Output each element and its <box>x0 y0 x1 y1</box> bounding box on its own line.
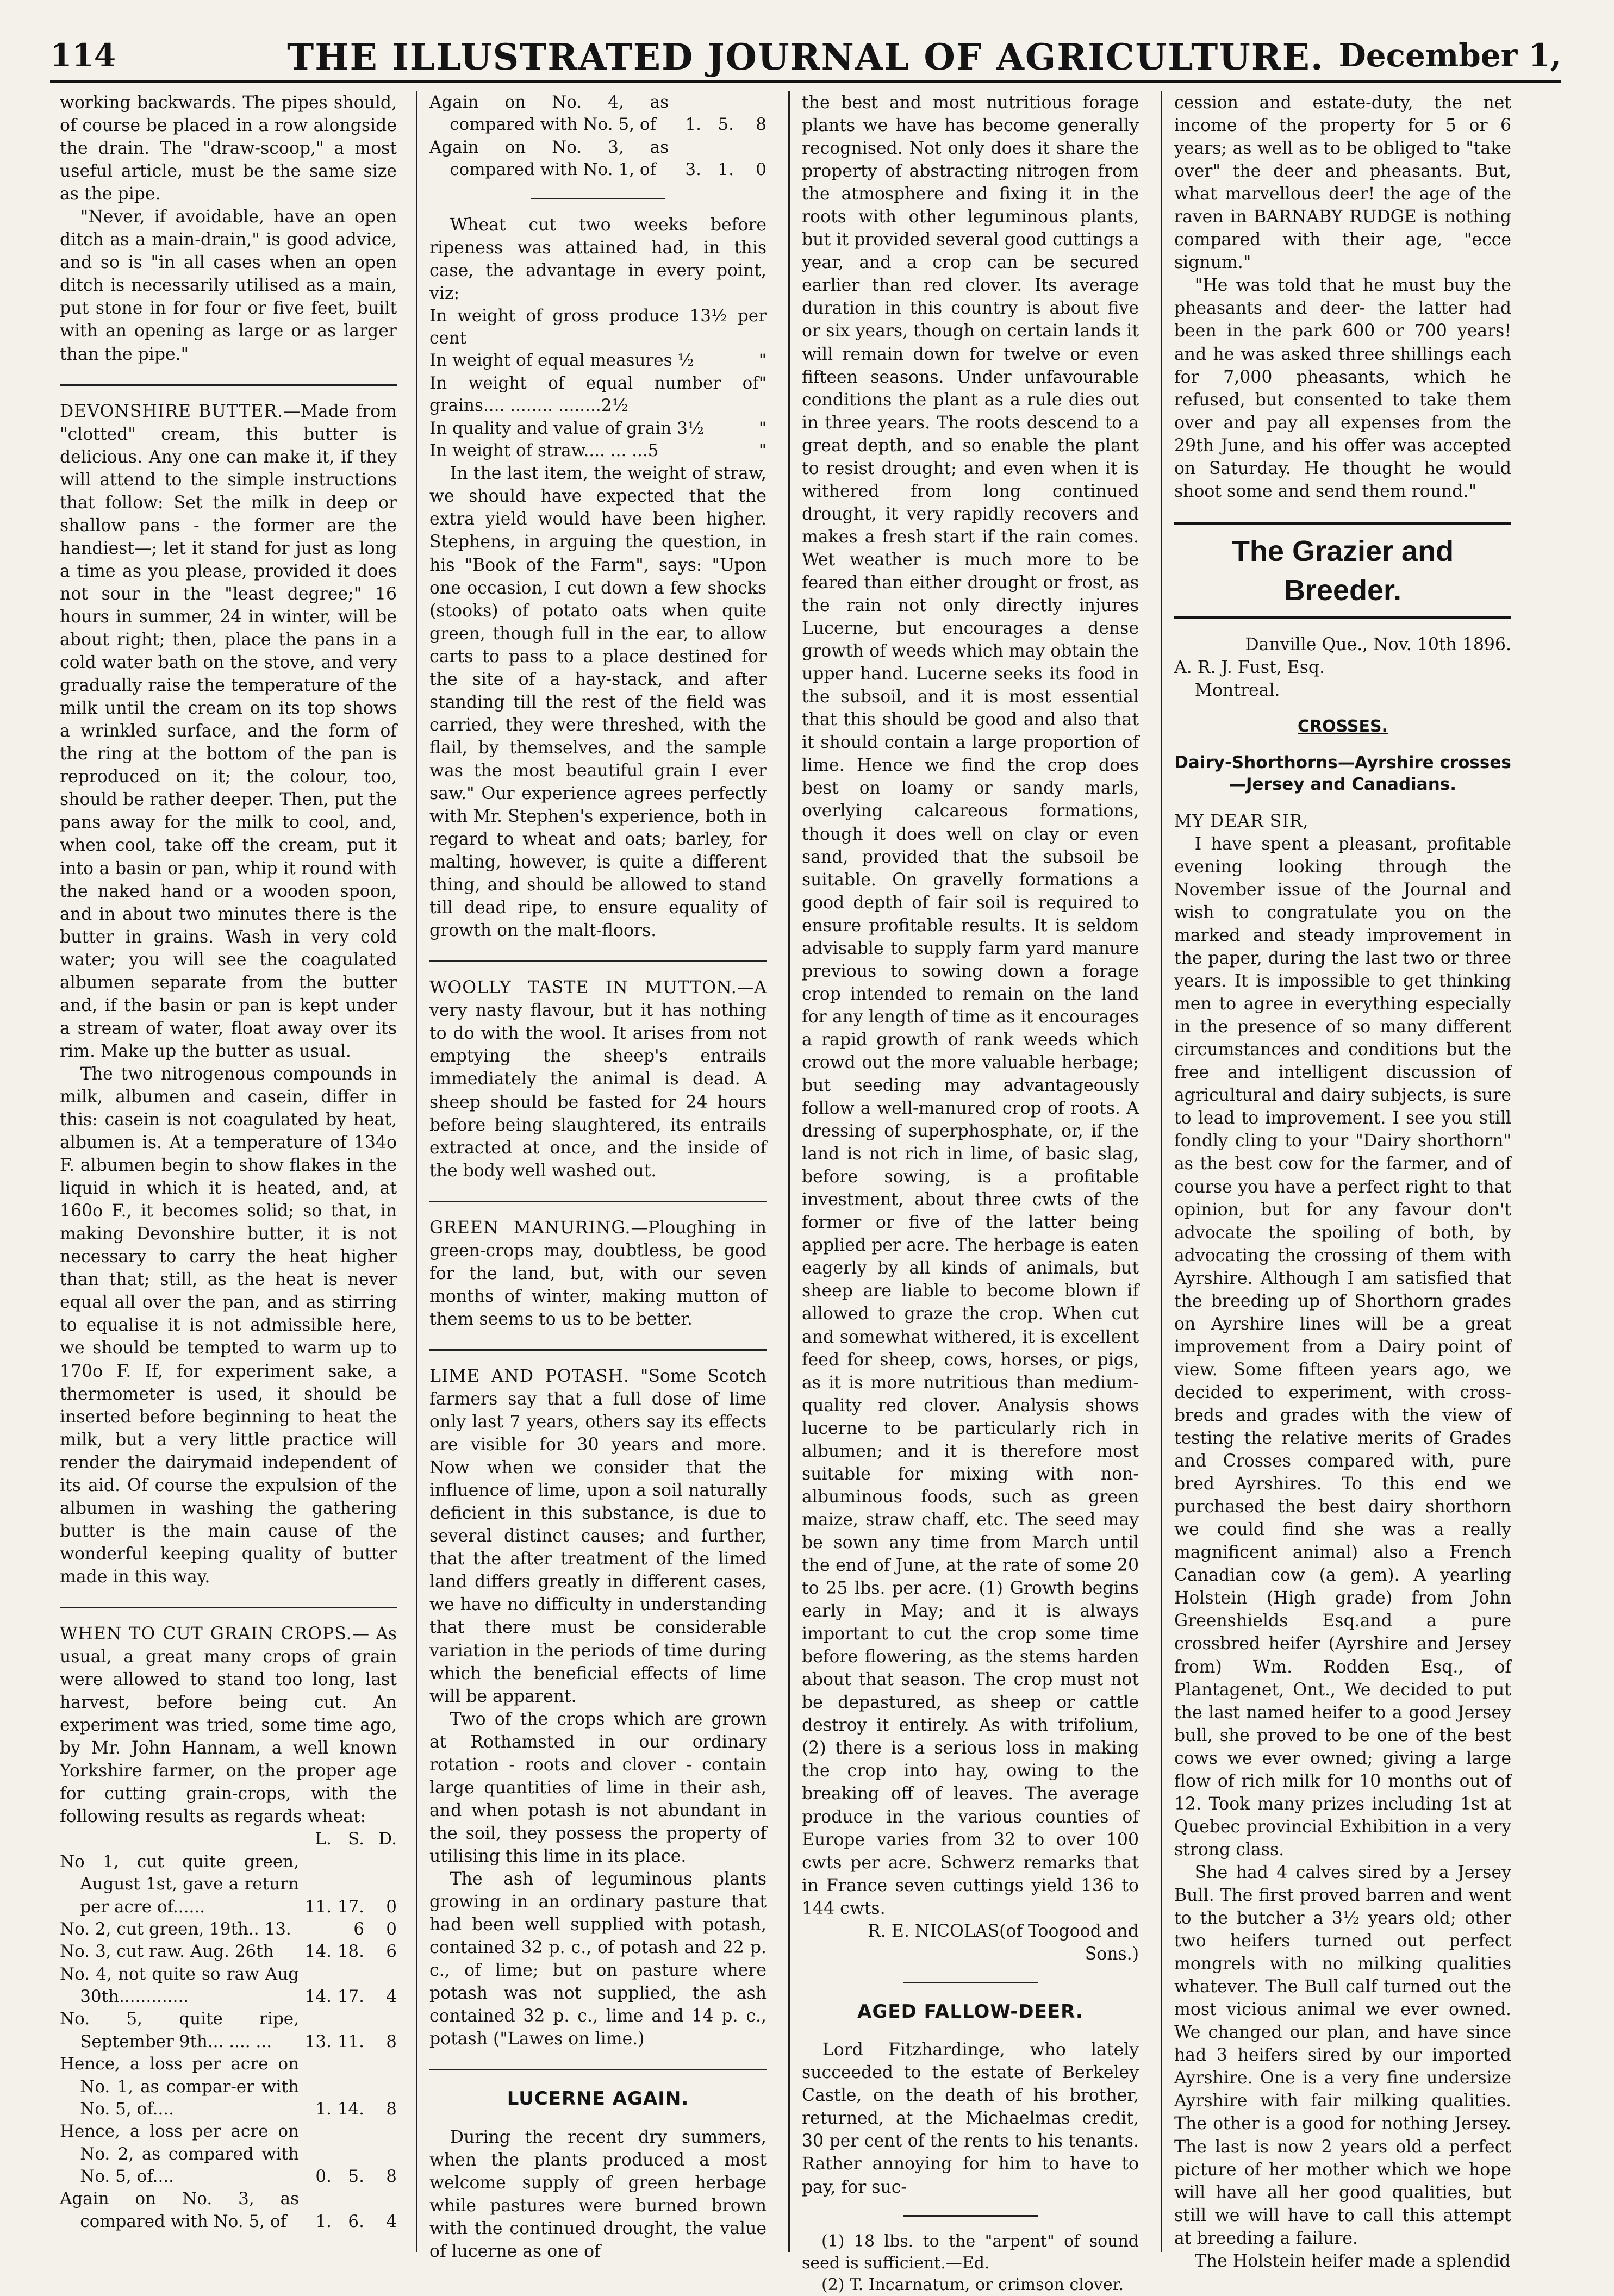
shillings-cell: 18. <box>337 1942 364 1962</box>
advantage-text: In weight of equal number of grains.... ........ ........2½ <box>429 373 759 416</box>
paragraph: I have spent a pleasant, profitable evening looking through the November issue of the Journal and wish to congratulate you on the marked and steady improvement in the paper, during the last two or three years. It is impossible to get thinking men to agree in everything especially in the presence of so many different circumstances and conditions but the free and intelligent discussion of agricultural and dairy subjects, is sure to lead to improvement. I see you still fondly cling to your "Dairy shorthorn" as the best cow for the farmer, and of course you have a perfect right to that opinion, but for any favour don't advocate the spoiling of both, by advocating the crossing of them with Ayrshire. Although I am satisfied that the breeding up of Shorthorn grades on Ayrshire lines will be a great improvement from a Dairy point of view. Some fifteen years ago, we decided to experiment, with cross-breds and grades with the view of testing the relative merits of Grades and Crosses compared with, pure bred Ayrshires. To this end we purchased the best dairy shorthorn we could find she was a really magnificent animal) also a French Canadian cow (a gem). A yearling Holstein (High grade) from John Greenshields Esq.and a pure crossbred heifer (Ayrshire and Jersey from) Wm. Rodden Esq., of Plantagenet, Ont., We decided to put the last named heifer to a good Jersey bull, she proved to be one of the best cows we ever owned; giving a large flow of rich milk for 10 months out of 12. Took many prizes including 1st at Quebec provincial Exhibition in a very strong class. <box>1174 834 1511 1860</box>
ditto-mark: " <box>758 373 767 393</box>
table-row <box>429 91 767 136</box>
row-label: Again on No. 3, as compared with No. 1, of <box>429 137 669 180</box>
divider <box>429 2069 767 2070</box>
article-grain-crops <box>60 1623 397 1828</box>
article-heading: WOOLLY TASTE IN MUTTON. <box>429 978 737 998</box>
paragraph: In the last item, the weight of straw, we should have expected that the extra yield would have been higher. Stephens, in arguing the question, in his "Book of the Farm", says: "Upon one occasion, I cut down a few shocks (stooks) of potato oats when quite green, though full in the ear, to allow carts to pass to a place destined for the site of a hay-stack, and after standing till the rest of the field was carried, they were threshed, with the flail, by themselves, and the sample was the most beautiful grain I ever saw." Our experience agrees perfectly with Mr. Stephen's experience, both in regard to wheat and oats; barley, for malting, however, is quite a different thing, and should be allowed to stand till dead ripe, to ensure equality of growth on the malt-floors. <box>429 464 767 941</box>
paragraph: —Made from "clotted" cream, this butter is delicious. Any one can make it, if they will attend to the simple instructions that follow: Set the milk in deep or shallow pans - the former are the handiest—; let it stand for just as long a time as you please, provided it does not sour in the "least degree;" 16 hours in summer, 24 in winter, will be about right; then, place the pans in a cold water bath on the stove, and very gradually raise the temperature of the milk until the cream on its top shows a wrinkled surface, and the form of the ring at the bottom of the pan is reproduced on it; the colour, too, should be rather deeper. Then, put the pans away for the milk to cool, and, when cool, take off the cream, put it into a basin or pan, whip it round with the naked hand or a wooden spoon, and in about two minutes there is the butter in grains. Wash in very cold water; you will see the coagulated albumen separate from the butter and, if the basin or pan is kept under a stream of water, float away over its rim. Make up the butter as usual. <box>60 401 397 1061</box>
article-heading: GREEN MANURING. <box>429 1218 631 1238</box>
paragraph: "He was told that he must buy the pheasants and deer- the latter had been in the park 600 or 700 years! and he was asked three shillings each for 7,000 pheasants, which he refused, but consented to take them over and pay all expenses from the 29th June, and his offer was accepted on Saturday. He thought he would shoot some and send them round." <box>1174 276 1511 501</box>
wheat-results-table-continued <box>429 91 767 182</box>
article-heading: LIME AND POTASH. <box>429 1366 630 1386</box>
shillings-cell: 17. <box>337 1987 364 2007</box>
paragraph: She had 4 calves sired by a Jersey Bull. The first proved barren and went to the butcher a 3½ years old; other two heifers turned out perfect mongrels with no milking qualities whatever. The Bull calf turned out the most vicious animal we ever owned. We changed our plan, and have since had 3 heifers sired by our imported Ayrshire. One is a very fine undersize Ayrshire with fair milking qualities. The other is a good for nothing Jersey. The last is now 2 years old a perfect picture of her mother which we hope will have all her good qualities, but still we will have to call this attempt at breeding a failure. <box>1174 1862 1511 2248</box>
table-row <box>60 2120 397 2188</box>
column-header-s: S. <box>348 1829 364 1849</box>
pence-cell: 0 <box>756 160 767 180</box>
table-row <box>60 2008 397 2053</box>
article-heading: WHEN TO CUT GRAIN CROPS. <box>60 1624 352 1644</box>
paragraph: The ash of leguminous plants growing in an ordinary pasture that had been well supplied with potash, contained 32 p. c., of potash and 22 p. c., of lime; but on pasture where potash was not supplied, the ash contained 32 p. c., lime and 14 p. c., potash ("Lawes on lime.) <box>429 1869 767 2049</box>
pounds-cell: 11. <box>304 1896 332 1917</box>
article-woolly-taste <box>429 976 767 1182</box>
row-label: No. 4, not quite so raw Aug 30th............. <box>60 1964 299 2007</box>
divider <box>903 1982 1038 1983</box>
table-row <box>60 2188 397 2233</box>
footnote: (2) T. Incarnatum, or crimson clover. <box>821 2275 1124 2294</box>
row-label: No. 3, cut raw. Aug. 26th <box>60 1942 274 1962</box>
pounds-cell: 1. <box>315 2099 332 2119</box>
paragraph: The Holstein heifer made a splendid <box>1194 2251 1511 2271</box>
column-3 <box>802 91 1139 2294</box>
divider <box>531 198 665 199</box>
list-item <box>429 440 767 462</box>
advantages-list <box>429 305 767 463</box>
pence-cell: 8 <box>386 2099 397 2119</box>
addressee: Montreal. <box>1194 681 1280 701</box>
paragraph: the best and most nutritious forage plants we have has become generally recognised. Not only does it share the property of abstracting nitrogen from the atmosphere and fixing it in the roots with other leguminous plants, but it provided several good cuttings a year, and a crop can be secured earlier than red clover. Its average duration in this country is about five or six years, though on certain lands it will remain down for twelve or even fifteen seasons. Under unfavourable conditions the plant as a rule dies out in three years. The roots descend to a great depth, and so enable the plant to resist drought; and even when it is withered from long continued drought, it very rapidly recovers and makes a fresh start if the rain comes. Wet weather is much more to be feared than either drought or frost, as the rain not only directly injures Lucerne, but encourages a dense growth of weeds which may obtain the upper hand. Lucerne seeks its food in the subsoil, and it is most essential that this should be good and also that it should contain a large proportion of lime. Hence we find the crop does best on loamy or sandy marls, overlying calcareous formations, though it does well on clay or even sand, provided that the subsoil be suitable. On gravelly formations a good depth of fair soil is required to ensure profitable results. It is seldom advisable to supply farm yard manure previous to sowing down a forage crop intended to remain on the land for any length of time as it encourages a rapid growth of rank weeds which crowd out the more valuable herbage; but seeding may advantageously follow a well-manured crop of roots. A dressing of superphosphate, or, if the land is not rich in lime, of basic slag, before sowing, is a profitable investment, about three cwts of the former or five of the latter being applied per acre. The herbage is eaten eagerly by all kinds of animals, but sheep are liable to become blown if allowed to graze the crop. When cut and somewhat withered, it is excellent feed for sheep, cows, horses, or pigs, as it is more nutritious than medium-quality red clover. Analysis shows lucerne to be particularly rich in albumen; and it is therefore most suitable for mixing with non-albuminous foods, such as green maize, straw chaff, etc. The seed may be sown any time from March until the end of June, at the rate of some 20 to 25 lbs. per acre. (1) Growth begins early in May; and it is always important to cut the crop some time before flowering, as the stems harden about that season. The crop must not be depastured, as sheep or cattle destroy it entirely. As with trifolium, (2) there is a serious loss in making the crop into hay, owing to the breaking off of leaves. The average produce in the various counties of Europe varies from 32 to over 100 cwts per acre. Schwerz remarks that in France seven cuttings yield 136 to 144 cwts. <box>802 93 1139 1918</box>
pounds-cell <box>299 1918 332 1941</box>
paragraph: Lord Fitzhardinge, who lately succeeded to the estate of Berkeley Castle, on the death of his brother, returned, at the Michaelmas credit, 30 per cent of the rents to his tenants. Rather annoying for him to have to pay, for suc- <box>802 2040 1139 2197</box>
dateline: Danville Que., Nov. 10th 1896. <box>1245 635 1511 654</box>
pounds-cell: 3. <box>685 160 701 180</box>
table-header-row <box>60 1828 397 1850</box>
article-devonshire-butter <box>60 400 397 1063</box>
pence-cell: 8 <box>386 2031 397 2051</box>
pence-cell: 8 <box>756 115 767 135</box>
ditto-mark: " <box>758 351 767 371</box>
table-row <box>429 136 767 182</box>
divider <box>60 1607 397 1608</box>
pounds-cell: 14. <box>304 1987 332 2007</box>
pence-cell: 4 <box>386 2211 397 2231</box>
column-2 <box>429 91 767 2261</box>
shillings-cell: 17. <box>337 1896 364 1917</box>
pence-cell: 0 <box>386 1919 397 1939</box>
table-row <box>60 1918 397 1941</box>
divider <box>903 2215 1038 2217</box>
paragraph: —A very nasty flavour, but it has nothing to do with the wool. It arises from not emptying the sheep's entrails immediately the animal is dead. A sheep should be fasted for 24 hours before being slaughtered, its entrails extracted at once, and the inside of the body well washed out. <box>429 978 767 1181</box>
divider <box>429 1349 767 1351</box>
row-label: No. 2, cut green, 19th.. 13. <box>60 1919 291 1939</box>
ditto-mark: " <box>758 418 767 438</box>
article-heading-fallow-deer: AGED FALLOW-DEER. <box>857 2000 1083 2023</box>
paragraph: The two nitrogenous compounds in milk, albumen and casein, differ in this: casein is not coagulated by heat, albumen is. At a temperature of 134o F. albumen begin to show flakes in the liquid in which it is heated, and, at 160o F., it becomes solid; so that, in making Devonshire butter, it is not necessary to carry the heat higher than that; still, as the heat is never equal all over the pan, and as stirring to equalise it is not admissible here, we should be tempted to warm up to 170o F. If, for experiment sake, a thermometer is used, it should be inserted before beginning to heat the milk, but a very little practice will render the dairymaid independent of its aid. Of course the expulsion of the albumen in washing the gathering butter is the main cause of the wonderful keeping quality of butter made in this way. <box>60 1064 397 1587</box>
column-4 <box>1174 91 1511 2271</box>
table-row <box>60 1851 397 1918</box>
pounds-cell: 13. <box>304 2031 332 2051</box>
pounds-cell: 1. <box>685 115 701 135</box>
pence-cell: 4 <box>386 1987 397 2007</box>
article-green-manuring <box>429 1216 767 1331</box>
column-1 <box>60 91 397 2252</box>
paragraph: — As usual, a great many crops of grain were allowed to stand too long, last harvest, before being cut. An experiment was tried, some time ago, by Mr. John Hannam, a well known Yorkshire farmer, on the proper age for cutting grain-crops, with the following results as regards wheat: <box>60 1624 397 1827</box>
list-item <box>429 372 767 417</box>
paragraph: working backwards. The pipes should, of course be placed in a row alongside the drain. The "draw-scoop," a most useful article, must be the same size as the pipe. <box>60 93 397 204</box>
footnote: (1) 18 lbs. to the "arpent" of sound seed is sufficient.—Ed. <box>802 2231 1139 2273</box>
row-label: Again on No. 3, as compared with No. 5, of <box>60 2189 299 2231</box>
list-item <box>429 417 767 440</box>
paragraph: "Never, if avoidable, have an open ditch as a main-drain," is good advice, and so is "in all cases when an open ditch is necessarily utilised as a main, put stone in for four or five feet, built with an opening as large or as larger than the pipe." <box>60 207 397 364</box>
page-number: 114 <box>50 37 116 74</box>
row-label: Hence, a loss per acre on No. 1, as compar-er with No. 5, of.... <box>60 2054 299 2119</box>
article-heading: DEVONSHIRE BUTTER. <box>60 401 284 421</box>
advantage-text: In quality and value of grain 3½ <box>429 418 704 438</box>
table-row <box>60 2053 397 2120</box>
article-heading-lucerne: LUCERNE AGAIN. <box>507 2088 689 2110</box>
divider <box>60 384 397 386</box>
pence-cell: 0 <box>386 1896 397 1917</box>
paragraph: —Ploughing in green-crops may, doubtless, be good for the land, but, with our seven months of winter, making mutton of them seems to us to be better. <box>429 1218 767 1329</box>
paragraph: During the recent dry summers, when the plants produced a most welcome supply of green herbage while pastures were burned brown with the continued drought, the value of lucerne as one of <box>429 2127 767 2261</box>
wheat-results-table <box>60 1828 397 2233</box>
issue-date: December 1, <box>1338 37 1561 74</box>
row-label: Hence, a loss per acre on No. 2, as compared with No. 5, of.... <box>60 2122 299 2187</box>
column-rule <box>788 91 790 2252</box>
row-label: Again on No. 4, as compared with No. 5, of <box>429 92 669 135</box>
column-rule <box>1161 91 1162 2252</box>
column-header-d: D. <box>378 1829 397 1849</box>
page-header <box>50 27 1561 83</box>
journal-title: THE ILLUSTRATED JOURNAL OF AGRICULTURE. <box>287 36 1324 78</box>
shillings-cell: 5. <box>348 2167 364 2187</box>
paragraph: cession and estate-duty, the net income of the property for 5 or 6 years; as well as to be obliged to "take over" the deer and pheasants. But, what marvellous deer! the age of the raven in BARNABY RUDGE is nothing compared with their age, "ecce signum." <box>1174 93 1511 273</box>
row-label: No. 5, quite ripe, September 9th... .... ... <box>60 2009 299 2051</box>
shillings-cell: 6. <box>348 2211 364 2231</box>
shillings-cell: 11. <box>337 2031 364 2051</box>
paragraph: Wheat cut two weeks before ripeness was attained had, in this case, the advantage in every point, viz: <box>429 215 767 303</box>
signature: R. E. NICOLAS(of Toogood and Sons.) <box>868 1921 1139 1964</box>
divider <box>429 1201 767 1202</box>
table-row <box>60 1941 397 1963</box>
addressee: A. R. J. Fust, Esq. <box>1174 658 1325 678</box>
shillings-cell: 6 <box>353 1919 364 1939</box>
section-title: The Grazier and Breeder. <box>1174 522 1511 619</box>
column-header-l: L. <box>315 1829 332 1849</box>
paragraph: Two of the crops which are grown at Rothamsted in our ordinary rotation - roots and clover - contain large quantities of lime in their ash, and when potash is not abundant in the soil, they possess the property of utilising this lime in its place. <box>429 1709 767 1866</box>
table-cell <box>60 1828 299 1850</box>
article-lime-potash <box>429 1365 767 1708</box>
paragraph: "Some Scotch farmers say that a full dose of lime only last 7 years, others say its effects are visible for 30 years and more. Now when we consider that the influence of lime, upon a soil naturally deficient in this substance, is due to several distinct causes; and further, that the after treatment of the limed land differs greatly in different cases, we have no difficulty in understanding that there must be considerable variation in the periods of time during which the beneficial effects of lime will be apparent. <box>429 1366 767 1706</box>
salutation: MY DEAR SIR, <box>1174 811 1309 831</box>
article-heading-crosses: CROSSES. <box>1298 717 1388 737</box>
shillings-cell: 14. <box>337 2099 364 2119</box>
pence-cell: 8 <box>386 2167 397 2187</box>
advantage-text: In weight of equal measures ½ <box>429 351 694 371</box>
pence-cell: 6 <box>386 1942 397 1962</box>
table-row <box>60 1963 397 2008</box>
advantage-text: In weight of gross produce 13½ per cent <box>429 305 767 348</box>
advantage-text: In weight of straw.... ... ...5 <box>429 440 659 460</box>
shillings-cell: 5. <box>718 115 734 135</box>
ditto-mark: " <box>758 440 767 460</box>
article-subheading: Dairy-Shorthorns—Ayrshire crosses—Jersey and Canadians. <box>1174 753 1511 795</box>
shillings-cell: 1. <box>718 160 734 180</box>
list-item <box>429 305 767 350</box>
pounds-cell: 1. <box>315 2211 332 2231</box>
pounds-cell: 14. <box>304 1942 332 1962</box>
divider <box>429 960 767 962</box>
list-item <box>429 350 767 372</box>
column-rule <box>416 91 417 2252</box>
pounds-cell: 0. <box>315 2167 332 2187</box>
row-label: No 1, cut quite green, August 1st, gave a return per acre of...... <box>60 1851 299 1917</box>
